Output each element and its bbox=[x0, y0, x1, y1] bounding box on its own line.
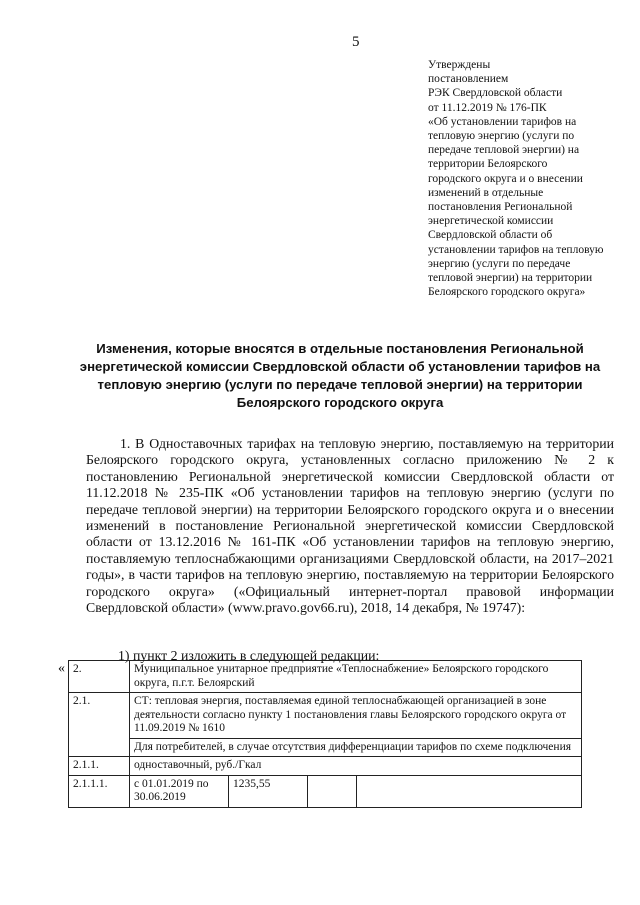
consumer-description: Для потребителей, в случае отсутствия дифференциации тарифов по схеме подключения bbox=[130, 738, 582, 757]
empty-cell bbox=[357, 775, 582, 807]
document-title: Изменения, которые вносятся в отдельные постановления Региональной энергетической комиссии Свердловской области об установлении тарифов на тепловую энергию (услуги по передаче тепловой энергии) на территории Белоярского городского округа bbox=[79, 341, 601, 410]
approval-line: Утверждены bbox=[428, 59, 491, 71]
page-number: 5 bbox=[352, 34, 360, 50]
approval-line: городского округа и о внесении bbox=[428, 172, 583, 185]
tariff-table bbox=[68, 660, 582, 808]
table-row bbox=[69, 661, 582, 693]
approval-line: от 11.12.2019 № 176-ПК bbox=[428, 101, 547, 114]
tariff-value: 1235,55 bbox=[229, 775, 308, 807]
tariff-period: с 01.01.2019 по 30.06.2019 bbox=[130, 775, 229, 807]
table-row bbox=[69, 693, 582, 739]
approval-line: изменений в отдельные bbox=[428, 186, 544, 199]
empty-cell bbox=[308, 775, 357, 807]
subitem-1: 1) пункт 2 изложить в следующей редакции: bbox=[118, 648, 380, 663]
paragraph-1: 1. В Одноставочных тарифах на тепловую энергию, поставляемую на территории Белоярского городского округа, установленных согласно приложению № 2 к постановлению Региональной энергетической комиссии Свердловской области от 11.12.2018 № 235-ПК «Об установлении тарифов на тепловую энергию (услуги по передаче тепловой энергии) на территории Белоярского городского округа и о внесении изменений в постановление Региональной энергетической комиссии Свердловской области от 13.12.2016 № 161-ПК «Об установлении тарифов на тепловую энергию, поставляемую теплоснабжающими организациями Свердловской области, на 2017–2021 годы», в части тарифов на тепловую энергию, поставляемую на территории Белоярского городского округа» («Официальный интернет-портал правовой информации Свердловской области» (www.pravo.gov66.ru), 2018, 14 декабря, № 19747): bbox=[86, 436, 614, 616]
opening-quote: « bbox=[58, 661, 65, 676]
table-row bbox=[69, 757, 582, 776]
approval-line: передаче тепловой энергии) на bbox=[428, 144, 580, 157]
approval-line: Свердловской области об bbox=[428, 229, 553, 242]
table-row bbox=[69, 738, 582, 757]
row-number: 2. bbox=[69, 661, 130, 693]
approval-line: энергию (услуги по передаче bbox=[428, 257, 571, 270]
row-number: 2.1. bbox=[69, 693, 130, 757]
row-number: 2.1.1. bbox=[69, 757, 130, 776]
approval-line: тепловую энергию (услуги по bbox=[428, 130, 575, 143]
approval-line: постановления Региональной bbox=[428, 201, 573, 214]
approval-line: установлении тарифов на тепловую bbox=[428, 243, 604, 256]
approval-line: РЭК Свердловской области bbox=[428, 87, 563, 100]
approval-line: территории Белоярского bbox=[428, 158, 548, 171]
approval-line: энергетической комиссии bbox=[428, 215, 554, 228]
organization-name: Муниципальное унитарное предприятие «Теплоснабжение» Белоярского городского округа, п.г.т. Белоярский bbox=[130, 661, 582, 693]
row-number: 2.1.1.1. bbox=[69, 775, 130, 807]
tariff-type: одноставочный, руб./Гкал bbox=[130, 757, 582, 776]
approval-line: тепловой энергии) на территории bbox=[428, 272, 593, 285]
heat-supply-description: СТ: тепловая энергия, поставляемая единой теплоснабжающей организацией в зоне деятельности согласно пункту 1 постановления главы Белоярского городского округа от 11.09.2019 № 1610 bbox=[130, 693, 582, 739]
body-text bbox=[86, 436, 614, 616]
approval-line: Белоярского городского округа» bbox=[428, 286, 586, 299]
approval-line: постановлением bbox=[428, 73, 509, 86]
approval-block bbox=[428, 58, 628, 299]
approval-line: «Об установлении тарифов на bbox=[428, 115, 577, 128]
table-row bbox=[69, 775, 582, 807]
